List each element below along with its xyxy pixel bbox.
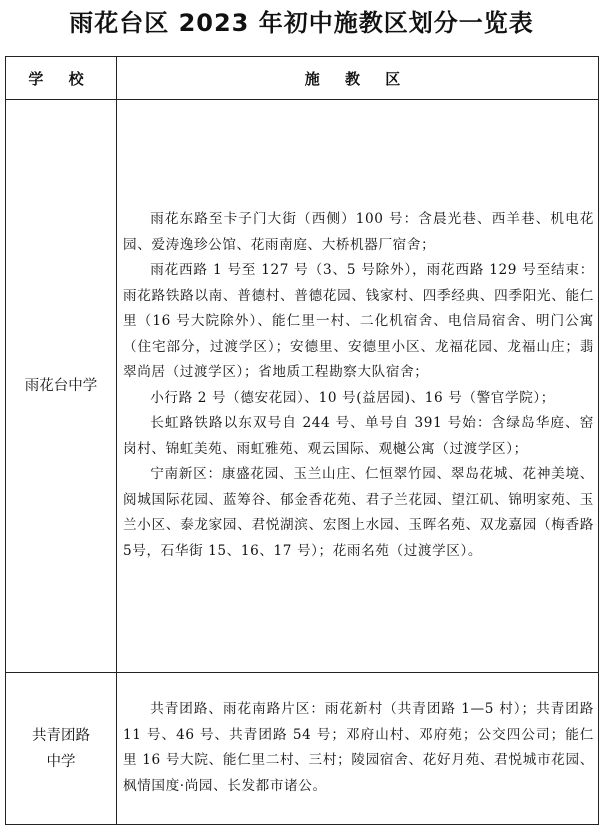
district-paragraph: 共青团路、雨花南路片区：雨花新村（共青团路 1—5 村）；共青团路 11 号、46 号、共青团路 54 号；邓府山村、邓府苑；公交四公司；能仁里 16 号大院、能仁里二村、三村；陵园宿舍、花好月苑、君悦城市花园、枫情国度·尚园、长发都市诸公。 (123, 701, 594, 794)
header-school: 学 校 (6, 57, 117, 100)
table-row (6, 100, 599, 673)
header-area: 施 教 区 (117, 57, 599, 100)
district-cell (117, 673, 599, 825)
district-paragraph: 雨花西路 1 号至 127 号（3、5 号除外），雨花西路 129 号至结束：雨花路铁路以南、普德村、普德花园、钱家村、四季经典、四季阳光、能仁里（16 号大院除外）、能仁里一村、二化机宿舍、电信局宿舍、明门公寓（住宅部分，过渡学区）；安德里、安德里小区、龙福花园、龙福山庄；翡翠尚居（过渡学区）；省地质工程勘察大队宿舍； (123, 262, 594, 380)
district-paragraph: 宁南新区：康盛花园、玉兰山庄、仁恒翠竹园、翠岛花城、花神美境、阅城国际花园、蓝筹谷、郁金香花苑、君子兰花园、望江矶、锦明家苑、玉兰小区、泰龙家园、君悦湖滨、宏图上水园、玉晖名苑、双龙嘉园（梅香路 5号，石华街 15、16、17 号）；花雨名苑（过渡学区）。 (123, 466, 594, 559)
school-name: 雨花台中学 (24, 378, 98, 394)
document-title: 雨花台区 2023 年初中施教区划分一览表 (69, 9, 534, 37)
district-paragraph: 小行路 2 号（德安花园）、10 号(益居园)、16 号（警官学院）； (150, 389, 555, 406)
school-name-cell (6, 673, 117, 825)
school-name: 共青团路中学 (32, 727, 90, 770)
school-district-table (5, 56, 599, 825)
table-row (6, 673, 599, 825)
district-paragraph: 雨花东路至卡子门大街（西侧）100 号：含晨光巷、西羊巷、机电花园、爱涛逸珍公馆、花雨南庭、大桥机器厂宿舍； (123, 211, 594, 253)
table-header-row (6, 57, 599, 100)
district-paragraph: 长虹路铁路以东双号自 244 号、单号自 391 号始：含绿岛华庭、窑岗村、锦虹美苑、雨虹雅苑、观云国际、观樾公寓（过渡学区）； (123, 415, 594, 457)
district-cell (117, 100, 599, 673)
school-name-cell (6, 100, 117, 673)
